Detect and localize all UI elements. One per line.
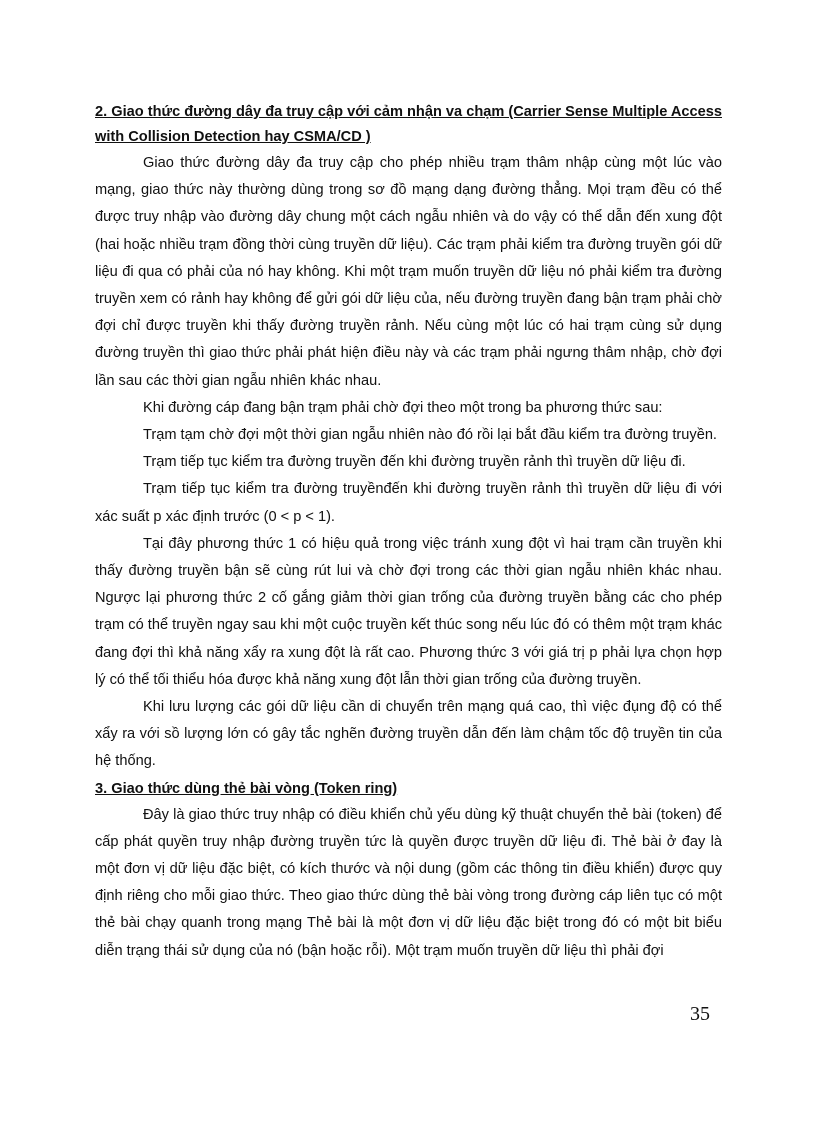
section-3-heading: 3. Giao thức dùng thẻ bài vòng (Token ring): [95, 780, 398, 797]
section-2-paragraph-6: Tại đây phương thức 1 có hiệu quả trong việc tránh xung đột vì hai trạm cần truyền khi thấy đường truyền bận sẽ cùng rút lui và chờ đợi trong các thời gian ngẫu nhiên khác nhau. Ngược lại phương thức 2 cố gắng giảm thời gian trống của đường truyền bằng các cho phép trạm có thể truyền ngay sau khi một cuộc truyền kết thúc song nếu lúc đó có thêm một trạm khác đang đợi thì khả năng xẩy ra xung đột là rất cao. Phương thức 3 với giá trị p phải lựa chọn hợp lý có thể tối thiểu hóa được khả năng xung đột lẫn thời gian trống của đường truyền.: [95, 535, 722, 688]
document-page: [95, 100, 722, 965]
section-3-paragraph-1: Đây là giao thức truy nhập có điều khiển chủ yếu dùng kỹ thuật chuyển thẻ bài (token) để cấp phát quyền truy nhập đường truyền tức là quyền được truyền dữ liệu đi. Thẻ bài ở đay là một đơn vị dữ liệu đặc biệt, có kích thước và nội dung (gồm các thông tin điều khiển) được quy định riêng cho mỗi giao thức. Theo giao thức dùng thẻ bài vòng trong đường cáp liên tục có một thẻ bài chạy quanh trong mạng Thẻ bài là một đơn vị dữ liệu đặc biệt trong đó có một bit biểu diễn trạng thái sử dụng của nó (bận hoặc rỗi). Một trạm muốn truyền dữ liệu thì phải đợi: [95, 806, 722, 959]
section-2-paragraph-5: Trạm tiếp tục kiểm tra đường truyềnđến khi đường truyền rảnh thì truyền dữ liệu đi với xác suất p xác định trước (0 < p < 1).: [95, 481, 722, 525]
section-2-paragraph-4: Trạm tiếp tục kiểm tra đường truyền đến khi đường truyền rảnh thì truyền dữ liệu đi.: [143, 454, 686, 471]
section-2-heading: 2. Giao thức đường dây đa truy cập với cảm nhận va chạm (Carrier Sense Multiple Access with Collision Detection hay CSMA/CD ): [95, 104, 722, 145]
section-2-paragraph-7: Khi lưu lượng các gói dữ liệu cần di chuyển trên mạng quá cao, thì việc đụng độ có thể xẩy ra với sồ lượng lớn có gây tắc nghẽn đường truyền dẫn đến làm chậm tốc độ truyền tin của hệ thống.: [95, 699, 722, 770]
section-2-paragraph-2: Khi đường cáp đang bận trạm phải chờ đợi theo một trong ba phương thức sau:: [143, 399, 663, 416]
section-2-paragraph-3: Trạm tạm chờ đợi một thời gian ngẫu nhiên nào đó rồi lại bắt đầu kiểm tra đường truyền.: [143, 427, 717, 444]
section-2-paragraph-1: Giao thức đường dây đa truy cập cho phép nhiều trạm thâm nhập cùng một lúc vào mạng, giao thức này thường dùng trong sơ đồ mạng dạng đường thẳng. Mọi trạm đều có thể được truy nhập vào đường dây chung một cách ngẫu nhiên và do vậy có thể dẫn đến xung đột (hai hoặc nhiều trạm đồng thời cùng truyền dữ liệu). Các trạm phải kiểm tra đường truyền gói dữ liệu đi qua có phải của nó hay không. Khi một trạm muốn truyền dữ liệu nó phải kiểm tra đường truyền xem có rảnh hay không để gửi gói dữ liệu của, nếu đường truyền đang bận trạm phải chờ đợi chỉ được truyền khi thấy đường truyền rảnh. Nếu cùng một lúc có hai trạm cùng sử dụng đường truyền thì giao thức phải phát hiện điều này và các trạm phải ngưng thâm nhập, chờ đợi lần sau các thời gian ngẫu nhiên khác nhau.: [95, 155, 722, 389]
page-number: 35: [690, 1003, 710, 1025]
